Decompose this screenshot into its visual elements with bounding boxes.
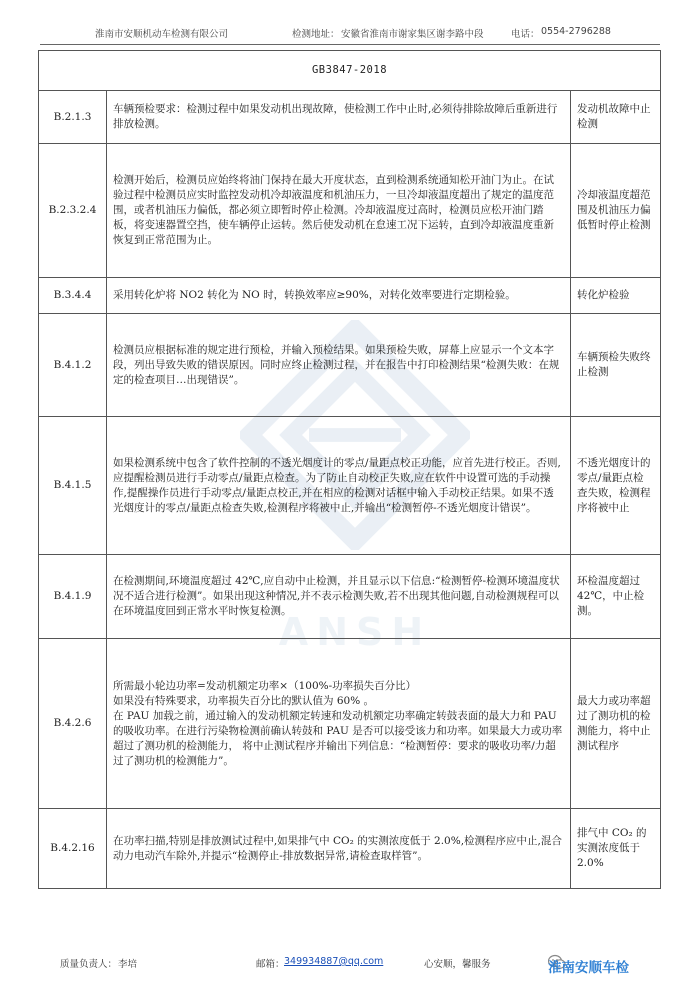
standard-title: GB3847-2018: [39, 51, 661, 91]
clause-note: 车辆预检失败终止检测: [571, 314, 661, 417]
clause-description: 车辆预检要求：检测过程中如果发动机出现故障，使检测工作中止时,必须待排除故障后重新进行排放检测。: [107, 91, 571, 144]
clause-note: 发动机故障中止检测: [571, 91, 661, 144]
email-label: 邮箱：: [256, 959, 285, 970]
email-link[interactable]: 349934887@qq.com: [284, 956, 384, 967]
clause-description: 检测员应根据标准的规定进行预检，并输入预检结果。如果预检失败，屏幕上应显示一个文本字段，列出导致失败的错误原因。同时应终止检测过程，并在报告中打印检测结果“检测失败：在规定的检查项目…出现错误”。: [107, 314, 571, 417]
clause-note: 排气中 CO₂ 的实测浓度低于 2.0%: [571, 809, 661, 889]
page-footer: [0, 950, 700, 974]
brand-badge: [548, 950, 629, 976]
table-row: [39, 91, 661, 144]
clause-note: 冷却液温度超范围及机油压力偏低暂时停止检测: [571, 144, 661, 278]
clause-code: B.4.1.9: [39, 555, 107, 639]
clause-description: 检测开始后，检测员应始终将油门保持在最大开度状态，直到检测系统通知松开油门为止。在试验过程中检测员应实时监控发动机冷却液温度和机油压力，一旦冷却液温度超出了规定的温度范围，或者机油压力偏低，都必须立即暂时停止检测。冷却液温度过高时，检测员应松开油门踏板，将变速器置空挡，使车辆停止运转。然后使发动机在怠速工况下运转，直到冷却液温度重新恢复到正常范围为止。: [107, 144, 571, 278]
table-row: [39, 314, 661, 417]
table-row: [39, 144, 661, 278]
table-row: [39, 278, 661, 314]
phone: 0554-2796288: [541, 26, 611, 37]
clause-code: B.4.1.2: [39, 314, 107, 417]
logo-watermark-text-icon: ANSH: [278, 610, 432, 654]
clause-note: 最大力或功率超过了测功机的检测能力，将中止测试程序: [571, 639, 661, 809]
header-divider: [40, 44, 660, 45]
footer-slogan: 心安顺，馨服务: [424, 959, 491, 970]
brand-name: 淮南安顺车检: [548, 960, 629, 976]
clause-code: B.2.1.3: [39, 91, 107, 144]
table-row: [39, 555, 661, 639]
clause-code: B.3.4.4: [39, 278, 107, 314]
clause-description: 在检测期间,环境温度超过 42℃,应自动中止检测，并且显示以下信息:“检测暂停-检测环境温度状况不适合进行检测”。如果出现这种情况,并不表示检测失败,若不出现其他问题,自动检测规程可以在环境温度回到正常水平时恢复检测。: [107, 555, 571, 639]
clause-description: 在功率扫描,特别是排放测试过程中,如果排气中 CO₂ 的实测浓度低于 2.0%,检测程序应中止,混合动力电动汽车除外,并提示“检测停止-排放数据异常,请检查取样管”。: [107, 809, 571, 889]
clause-note: 环检温度超过 42℃，中止检测。: [571, 555, 661, 639]
quality-label: 质量负责人：: [60, 959, 118, 970]
page-header: [0, 26, 700, 42]
clause-note: 转化炉检验: [571, 278, 661, 314]
address: 安徽省淮南市谢家集区谢李路中段: [341, 29, 484, 40]
company-name: 淮南市安顺机动车检测有限公司: [95, 29, 229, 40]
clause-description: 如果检测系统中包含了软件控制的不透光烟度计的零点/量距点校正功能，应首先进行校正。否则,应提醒检测员进行手动零点/量距点检查。为了防止自动校正失败,应在软件中设置可选的手动操作,提醒操作员进行手动零点/量距点校正,并在相应的检测对话框中输入手动校正结果。如果不透光烟度计的零点/量距点检查失败,检测程序将被中止,并输出“检测暂停-不透光烟度计错误”。: [107, 417, 571, 555]
table-row: [39, 639, 661, 809]
spec-table: [38, 50, 661, 889]
table-title-row: [39, 51, 661, 91]
clause-code: B.4.1.5: [39, 417, 107, 555]
clause-description: 所需最小轮边功率=发动机额定功率×（100%-功率损失百分比） 如果没有特殊要求，功率损失百分比的默认值为 60% 。 在 PAU 加载之前，通过输入的发动机额定转速和发动机额定功率确定转鼓表面的最大力和 PAU 的吸收功率。在进行污染物检测前确认转鼓和 PAU 是否可以接受该力和功率。如果最大力或功率超过了测功机的检测能力， 将中止测试程序并输出下列信息：“检测暂停：要求的吸收功率/力超过了测功机的检测能力”。: [107, 639, 571, 809]
clause-note: 不透光烟度计的零点/量距点检查失败，检测程序将被中止: [571, 417, 661, 555]
clause-code: B.4.2.16: [39, 809, 107, 889]
quality-person: 李培: [118, 959, 138, 970]
phone-label: 电话：: [511, 29, 540, 40]
clause-code: B.2.3.2.4: [39, 144, 107, 278]
clause-description: 采用转化炉将 NO2 转化为 NO 时，转换效率应≥90%，对转化效率要进行定期检验。: [107, 278, 571, 314]
table-row: [39, 417, 661, 555]
table-row: [39, 809, 661, 889]
address-label: 检测地址：: [292, 29, 340, 40]
clause-code: B.4.2.6: [39, 639, 107, 809]
